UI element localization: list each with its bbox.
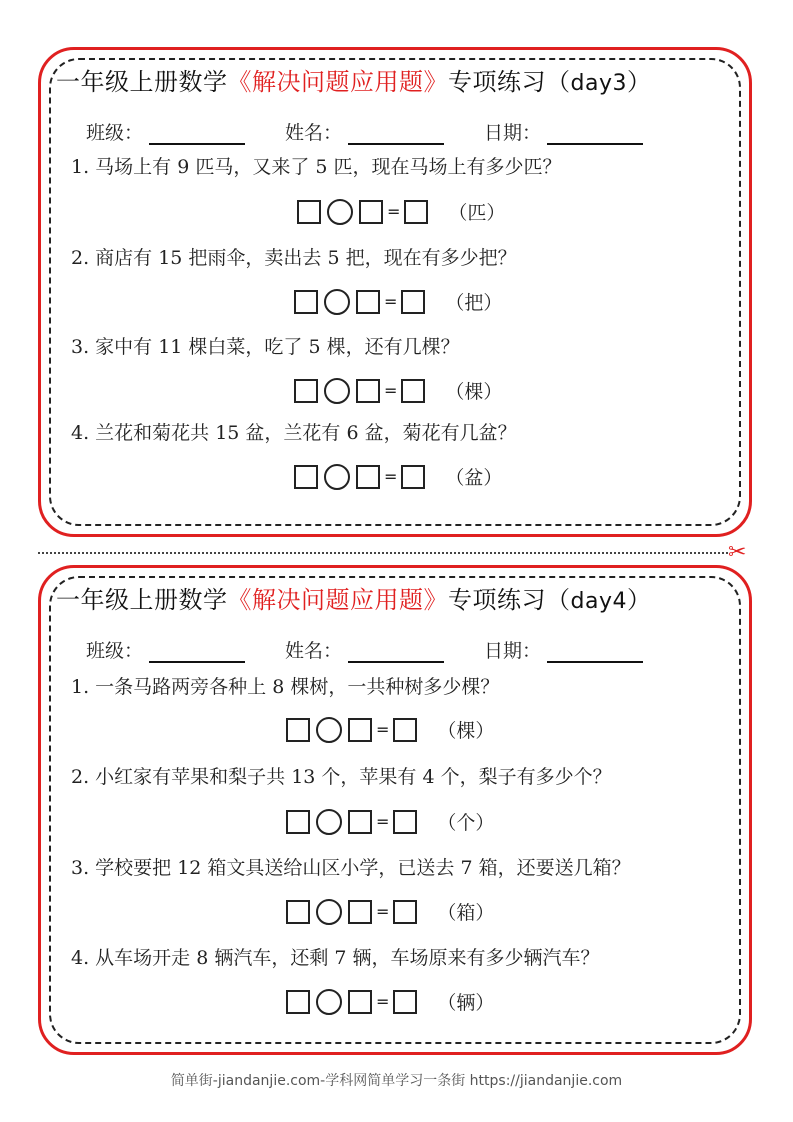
answer-box[interactable] [348,810,372,834]
result-box[interactable] [393,990,417,1014]
unit-label: （匹） [448,202,506,224]
title-prefix: 一年级上册数学 [56,68,228,96]
answer-box[interactable] [286,810,310,834]
answer-box[interactable] [359,200,383,224]
unit-label: （棵） [437,720,495,742]
answer-box[interactable] [348,900,372,924]
unit-label: （箱） [437,902,495,924]
answer-box[interactable] [348,718,372,742]
class-blank[interactable] [149,643,245,663]
unit-label: （盆） [445,467,503,489]
answer-equation: = （个） [286,808,494,835]
title-highlight: 《解决问题应用题》 [227,586,448,614]
answer-box[interactable] [356,379,380,403]
title-close: ） [626,68,652,96]
answer-equation: = （把） [294,288,502,315]
result-box[interactable] [393,718,417,742]
answer-box[interactable] [356,465,380,489]
answer-box[interactable] [294,465,318,489]
question: 2. 小红家有苹果和梨子共 13 个，苹果有 4 个，梨子有多少个？ [71,766,612,788]
operator-circle[interactable] [316,717,342,743]
operator-circle[interactable] [316,809,342,835]
question: 1. 马场上有 9 匹马，又来了 5 匹，现在马场上有多少匹？ [71,156,562,178]
answer-equation: = （箱） [286,898,494,925]
operator-circle[interactable] [327,199,353,225]
worksheet-card-day4 [38,565,752,1055]
result-box[interactable] [393,900,417,924]
class-field[interactable]: 班级： [86,636,245,663]
cut-line [38,552,728,554]
info-fields [86,118,696,145]
operator-circle[interactable] [324,378,350,404]
name-field[interactable]: 姓名： [285,118,444,145]
question: 3. 学校要把 12 箱文具送给山区小学，已送去 7 箱，还要送几箱？ [71,857,631,879]
name-field[interactable]: 姓名： [285,636,444,663]
info-fields [86,636,696,663]
card-title [56,62,651,97]
date-field[interactable]: 日期： [484,118,643,145]
result-box[interactable] [401,465,425,489]
answer-box[interactable] [286,990,310,1014]
unit-label: （个） [437,812,495,834]
class-field[interactable]: 班级： [86,118,245,145]
answer-equation: = （棵） [294,377,502,404]
question: 1. 一条马路两旁各种上 8 棵树，一共种树多少棵？ [71,676,500,698]
unit-label: （棵） [445,381,503,403]
day-label: day3 [570,71,627,96]
title-suffix: 专项练习（ [448,586,571,614]
question: 3. 家中有 11 棵白菜，吃了 5 棵，还有几棵？ [71,336,460,358]
answer-box[interactable] [356,290,380,314]
title-highlight: 《解决问题应用题》 [227,68,448,96]
class-blank[interactable] [149,125,245,145]
operator-circle[interactable] [316,989,342,1015]
answer-equation: = （匹） [297,198,505,225]
answer-box[interactable] [286,718,310,742]
operator-circle[interactable] [324,464,350,490]
answer-equation: = （棵） [286,716,494,743]
result-box[interactable] [404,200,428,224]
answer-equation: = （盆） [294,463,502,490]
title-close: ） [626,586,652,614]
worksheet-card-day3 [38,47,752,537]
answer-box[interactable] [294,290,318,314]
operator-circle[interactable] [316,899,342,925]
question: 2. 商店有 15 把雨伞，卖出去 5 把，现在有多少把？ [71,247,517,269]
unit-label: （把） [445,292,503,314]
operator-circle[interactable] [324,289,350,315]
answer-equation: = （辆） [286,988,494,1015]
result-box[interactable] [401,379,425,403]
date-blank[interactable] [547,125,643,145]
unit-label: （辆） [437,992,495,1014]
title-suffix: 专项练习（ [448,68,571,96]
date-field[interactable]: 日期： [484,636,643,663]
day-label: day4 [570,589,627,614]
result-box[interactable] [393,810,417,834]
footer-credit: 简单街-jiandanjie.com-学科网简单学习一条街 https://jiandanjie.com [170,1073,623,1089]
result-box[interactable] [401,290,425,314]
title-prefix: 一年级上册数学 [56,586,228,614]
answer-box[interactable] [348,990,372,1014]
scissors-icon: ✂ [728,540,747,565]
name-blank[interactable] [348,125,444,145]
question: 4. 从车场开走 8 辆汽车，还剩 7 辆，车场原来有多少辆汽车？ [71,947,600,969]
answer-box[interactable] [286,900,310,924]
answer-box[interactable] [294,379,318,403]
answer-box[interactable] [297,200,321,224]
date-blank[interactable] [547,643,643,663]
name-blank[interactable] [348,643,444,663]
question: 4. 兰花和菊花共 15 盆，兰花有 6 盆，菊花有几盆？ [71,422,517,444]
card-title [56,580,651,615]
